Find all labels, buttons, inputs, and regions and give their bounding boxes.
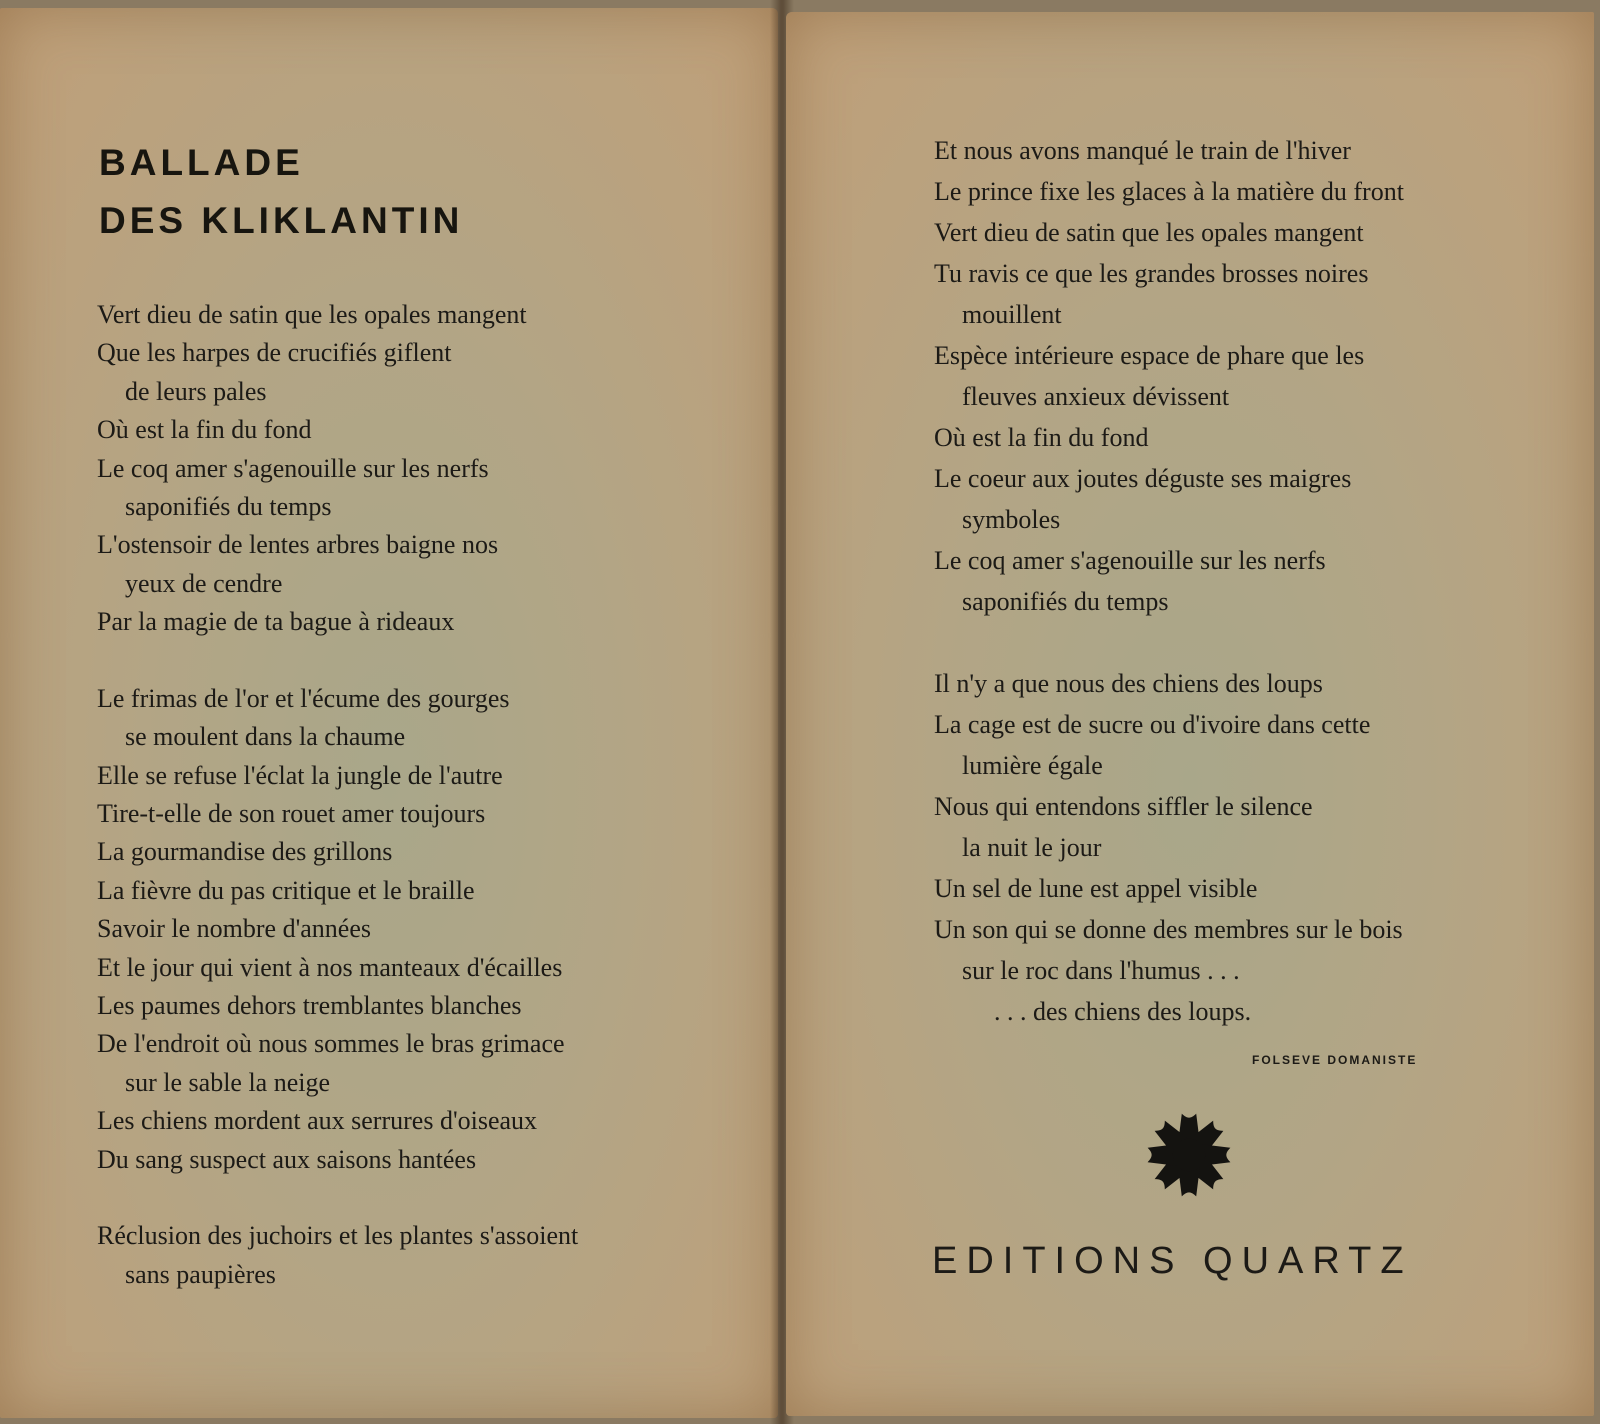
poem-line: Que les harpes de crucifiés giflent [97, 338, 452, 368]
poem-line: Un son qui se donne des membres sur le bois [934, 915, 1403, 944]
poem-line: Nous qui entendons siffler le silence [934, 792, 1313, 821]
poem-line: Réclusion des juchoirs et les plantes s'assoient [97, 1221, 579, 1251]
poem-line-continuation: saponifiés du temps [125, 491, 332, 521]
poem-line: Les chiens mordent aux serrures d'oiseaux [97, 1106, 538, 1136]
poem-title [99, 134, 463, 250]
poem-title-line-2: DES KLIKLANTIN [99, 200, 464, 241]
poem-line: Où est la fin du fond [934, 423, 1149, 452]
poem-line: Espèce intérieure espace de phare que les [934, 341, 1365, 370]
poem-line-continuation: se moulent dans la chaume [125, 722, 406, 752]
poem-line: Le coq amer s'agenouille sur les nerfs [934, 546, 1326, 575]
poem-line: Elle se refuse l'éclat la jungle de l'autre [97, 760, 503, 790]
poem-title-line-1: BALLADE [99, 142, 304, 183]
poem-line: L'ostensoir de lentes arbres baigne nos [97, 530, 499, 560]
left-page [0, 8, 778, 1418]
poem-line: Vert dieu de satin que les opales mangent [97, 300, 527, 329]
poem-line-continuation: fleuves anxieux dévissent [962, 382, 1230, 411]
poem-line: Et le jour qui vient à nos manteaux d'écailles [97, 952, 563, 982]
poem-line-continuation: mouillent [962, 300, 1062, 329]
poem-line: Le frimas de l'or et l'écume des gourges [97, 683, 510, 713]
poem-line: La cage est de sucre ou d'ivoire dans cette [934, 710, 1371, 739]
stanza-break [934, 622, 1404, 663]
author-signature: FOLSEVE DOMANISTE [1252, 1053, 1418, 1067]
publisher-name: EDITIONS QUARTZ [932, 1240, 1413, 1282]
poem-line-continuation: de leurs pales [125, 376, 267, 406]
stanza-break [97, 642, 578, 680]
poem-line-continuation: saponifiés du temps [962, 587, 1169, 616]
poem-line: Un sel de lune est appel visible [934, 874, 1258, 903]
poem-line: La gourmandise des grillons [97, 837, 393, 867]
poem-line-continuation: . . . des chiens des loups. [994, 997, 1252, 1026]
poem-line: Du sang suspect aux saisons hantées [97, 1144, 477, 1174]
poem-line: Savoir le nombre d'années [97, 914, 371, 944]
poem-line: Tire-t-elle de son rouet amer toujours [97, 799, 486, 829]
poem-line-continuation: sans paupières [125, 1259, 276, 1289]
poem-line: Vert dieu de satin que les opales mangent [934, 218, 1364, 247]
poem-line-continuation: lumière égale [962, 751, 1103, 780]
poem-line: La fièvre du pas critique et le braille [97, 875, 475, 905]
poem-line-continuation: la nuit le jour [962, 833, 1102, 862]
poem-line-continuation: yeux de cendre [125, 568, 283, 598]
poem-line: Et nous avons manqué le train de l'hiver [934, 136, 1351, 165]
poem-line: Le coq amer s'agenouille sur les nerfs [97, 453, 489, 483]
stanza-break [97, 1179, 578, 1217]
poem-line: Les paumes dehors tremblantes blanches [97, 991, 522, 1021]
poem-line-continuation: sur le sable la neige [125, 1067, 331, 1097]
right-poem-lines [934, 130, 1404, 1032]
poem-line: Le coeur aux joutes déguste ses maigres [934, 464, 1352, 493]
poem-line: Par la magie de ta bague à rideaux [97, 607, 455, 637]
poem-line-continuation: sur le roc dans l'humus . . . [962, 956, 1240, 985]
poem-line-continuation: symboles [962, 505, 1061, 534]
poem-line: Il n'y a que nous des chiens des loups [934, 669, 1323, 698]
poem-line: Où est la fin du fond [97, 415, 312, 445]
poem-line: Tu ravis ce que les grandes brosses noires [934, 259, 1369, 288]
poem-line: De l'endroit où nous sommes le bras grimace [97, 1029, 565, 1059]
asterisk-flower-logo-icon [1144, 1110, 1234, 1200]
right-page [786, 12, 1594, 1416]
poem-line: Le prince fixe les glaces à la matière du front [934, 177, 1404, 206]
left-poem-lines [97, 296, 578, 1294]
